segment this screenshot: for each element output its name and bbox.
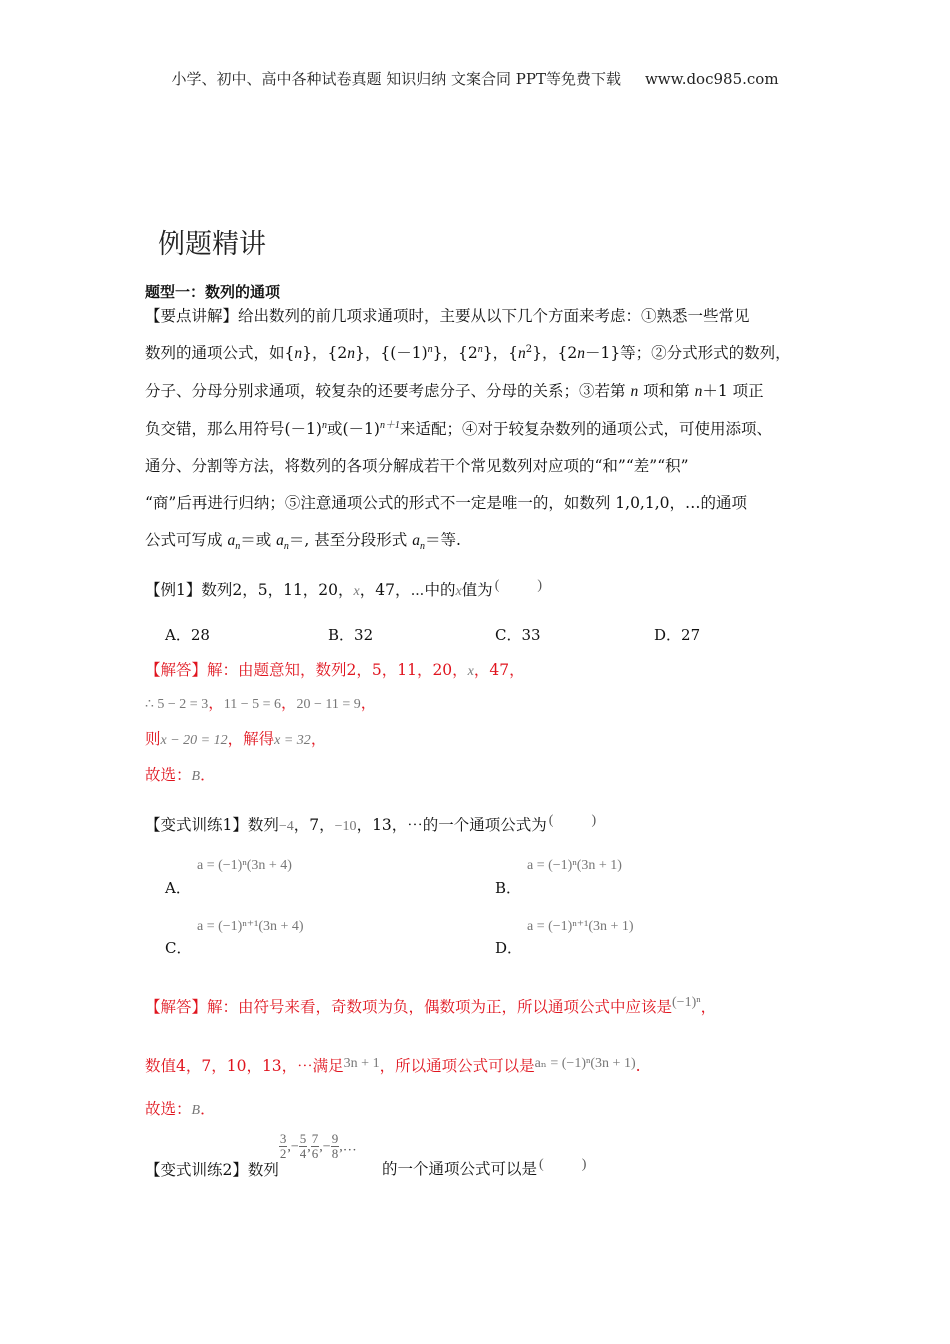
- key-points-line-7: 公式可写成 $a_n=$或 $a_n=$, 甚至分段形式 $a_n=$等.: [145, 531, 461, 553]
- key-points-line-1: 【要点讲解】给出数列的前几项求通项时，主要从以下几个方面来考虑：①熟悉一些常见: [145, 307, 750, 325]
- example1-option-d[interactable]: D．27: [654, 626, 701, 644]
- example1-answer-line-4: 故选：B．: [145, 766, 216, 784]
- example1-answer-line-3: 则x − 20 = 12，解得x = 32，: [145, 730, 327, 748]
- variant1-answer-line-3: 故选：B．: [145, 1100, 216, 1118]
- variant1-option-a[interactable]: A．: [165, 879, 191, 897]
- header-text: 小学、初中、高中各种试卷真题 知识归纳 文案合同 PPT等免费下载: [171, 70, 621, 88]
- header-site: www.doc985.com: [644, 70, 779, 88]
- variant1-answer-line-1: 【解答】解：由符号来看，奇数项为负，偶数项为正，所以通项公式中应该是(−1)ⁿ，: [145, 995, 717, 1016]
- example1-answer-line-1: 【解答】解：由题意知，数列2，5，11，20，x，47，: [145, 661, 525, 679]
- fraction-3: $\frac{7}{6}$: [311, 1131, 319, 1161]
- example1-stem: 【例1】数列2，5，11，20，x，47，⋯中的x值为 ( ): [145, 578, 543, 599]
- variant1-option-a-formula: a = (−1)ⁿ(3n + 4): [197, 858, 292, 873]
- variant2-stem: 【变式训练2】数列 $\frac{3}{2}$ ,− $\frac{5}{4}$ , $\frac{7}{6}$ ,− $\frac{9}{8}$ ,…: [145, 1131, 357, 1179]
- variant1-option-c[interactable]: C．: [165, 939, 192, 957]
- example1-option-a[interactable]: A．28: [165, 626, 210, 644]
- variant1-option-d[interactable]: D．: [495, 939, 523, 957]
- variant1-option-c-formula: a = (−1)ⁿ⁺¹(3n + 4): [197, 919, 304, 934]
- fraction-4: $\frac{9}{8}$: [331, 1131, 339, 1161]
- variant1-option-d-formula: a = (−1)ⁿ⁺¹(3n + 1): [527, 919, 634, 934]
- example1-option-b[interactable]: B．32: [328, 626, 374, 644]
- fraction-1: $\frac{3}{2}$: [279, 1131, 287, 1161]
- key-points-line-4: 负交错，那么用符号$(-1)^n$或$(-1)^{n+1}$来适配；④对于较复杂数列的通项公式，可使用添项、: [145, 420, 772, 439]
- type-heading: 题型一：数列的通项: [145, 283, 281, 301]
- example1-option-c[interactable]: C．33: [495, 626, 541, 644]
- key-points-line-3: 分子、分母分别求通项，较复杂的还要考虑分子、分母的关系；③若第 n 项和第 n＋1 项正: [145, 382, 764, 400]
- key-points-line-5: 通分、分割等方法，将数列的各项分解成若干个常见数列对应项的“和”“差”“积”: [145, 457, 689, 475]
- fraction-2: $\frac{5}{4}$: [299, 1131, 307, 1161]
- example1-answer-line-2: ∴ 5 − 2 = 3，11 − 5 = 6，20 − 11 = 9，: [145, 694, 377, 712]
- variant2-stem-tail: 的一个通项公式可以是 ( ): [382, 1157, 587, 1178]
- variant1-stem: 【变式训练1】数列−4，7，−10，13，⋯的一个通项公式为 ( ): [145, 813, 597, 834]
- key-points-line-6: “商”后再进行归纳；⑤注意通项公式的形式不一定是唯一的，如数列 1,0,1,0，…的通项: [145, 494, 748, 512]
- variant1-answer-line-2: 数值4，7，10，13，⋯满足3n + 1，所以通项公式可以是aₙ = (−1)ⁿ(3n + 1).: [145, 1056, 641, 1075]
- variant1-option-b[interactable]: B．: [495, 879, 522, 897]
- key-points-line-2: 数列的通项公式，如{n}，{2n}，$\{(-1)^n\}$，{2$^n$}，$\{n^2\}$，{2n－1}等；②分式形式的数列，: [145, 343, 791, 362]
- variant1-option-b-formula: a = (−1)ⁿ(3n + 1): [527, 858, 622, 873]
- page-header: [0, 68, 950, 89]
- section-title: 例题精讲: [158, 229, 266, 260]
